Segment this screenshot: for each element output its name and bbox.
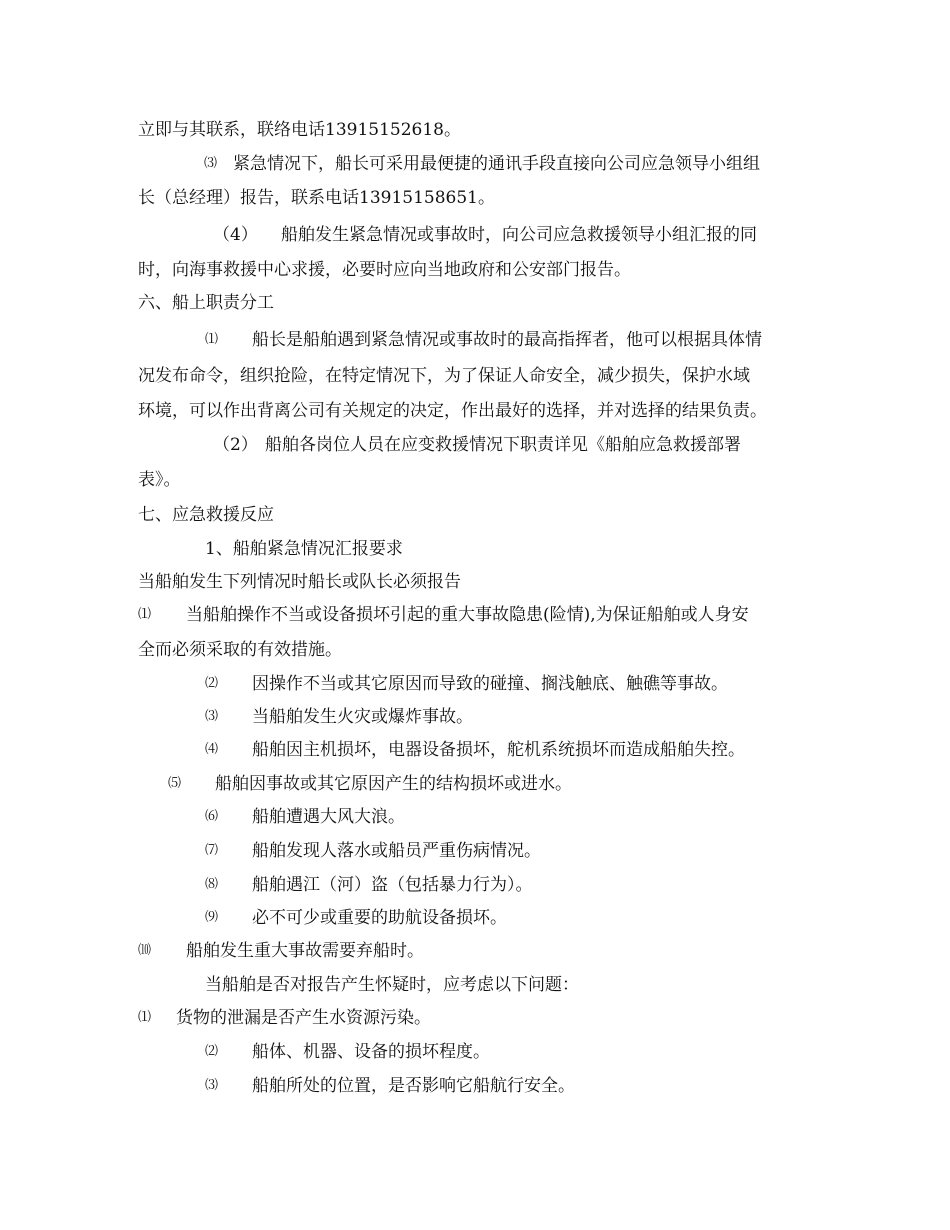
line-text: 船舶发现人落水或船员严重伤病情况。 — [252, 841, 541, 861]
line-text: 船舶各岗位人员在应变救援情况下职责详见《船舶应急救援部署 — [265, 435, 741, 455]
item-marker: ⑷ — [205, 742, 219, 757]
line-text: 当船舶发生火灾或爆炸事故。 — [252, 707, 473, 727]
line-text: 船体、机器、设备的损坏程度。 — [252, 1042, 490, 1062]
line-text: 表》。 — [138, 470, 181, 490]
line-text: 船舶因主机损坏，电器设备损坏，舵机系统损坏而造成船舶失控。 — [252, 740, 745, 760]
line-text: 货物的泄漏是否产生水资源污染。 — [176, 1008, 431, 1028]
item-marker: ⑴ — [138, 1010, 152, 1025]
line-text: 长（总经理）报告，联系电话13915158651。 — [138, 188, 495, 208]
item-marker: ⑶ — [205, 709, 219, 724]
line-text: 全而必须采取的有效措施。 — [138, 640, 342, 660]
line-text: 当船舶是否对报告产生怀疑时，应考虑以下问题： — [205, 975, 579, 995]
item-marker: （2） — [213, 435, 258, 455]
item-marker: ⑽ — [138, 943, 152, 958]
item-marker: （4） — [213, 225, 258, 245]
line-text: 七、应急救援反应 — [138, 505, 274, 525]
line-text: 六、船上职责分工 — [138, 293, 274, 313]
item-marker: ⑵ — [205, 1044, 219, 1059]
line-text: 立即与其联系，联络电话13915152618。 — [138, 120, 461, 140]
line-text: 时，向海事救援中心求援，必要时应向当地政府和公安部门报告。 — [138, 260, 631, 280]
item-marker: ⑹ — [205, 809, 219, 824]
line-text: 船舶发生重大事故需要弃船时。 — [186, 941, 424, 961]
line-text: 船舶所处的位置，是否影响它船航行安全。 — [252, 1076, 575, 1096]
line-text: 船舶遭遇大风大浪。 — [252, 807, 405, 827]
item-marker: ⑶ — [204, 156, 218, 171]
line-text: 当船舶发生下列情况时船长或队长必须报告 — [138, 572, 461, 592]
item-marker: ⑴ — [205, 332, 219, 347]
item-marker: ⑵ — [205, 676, 219, 691]
line-text: 船舶发生紧急情况或事故时，向公司应急救援领导小组汇报的同 — [281, 225, 757, 245]
item-marker: ⑻ — [205, 877, 219, 892]
item-marker: ⑼ — [205, 910, 219, 925]
item-marker: ⑺ — [205, 843, 219, 858]
line-text: 船长是船舶遇到紧急情况或事故时的最高指挥者，他可以根据具体情 — [252, 330, 762, 350]
line-text: 况发布命令，组织抢险，在特定情况下，为了保证人命安全，减少损失，保护水域 — [138, 366, 750, 386]
line-text: 必不可少或重要的助航设备损坏。 — [252, 908, 507, 928]
line-text: 因操作不当或其它原因而导致的碰撞、搁浅触底、触礁等事故。 — [252, 674, 728, 694]
line-text: 紧急情况下，船长可采用最便捷的通讯手段直接向公司应急领导小组组 — [233, 154, 760, 174]
line-text: 环境，可以作出背离公司有关规定的决定，作出最好的选择，并对选择的结果负责。 — [138, 401, 767, 421]
item-marker: ⑴ — [138, 607, 152, 622]
item-marker: ⑶ — [205, 1078, 219, 1093]
line-text: 船舶遇江（河）盗（包括暴力行为）。 — [252, 875, 533, 895]
item-marker: ⑸ — [168, 776, 182, 791]
line-text: 当船舶操作不当或设备损坏引起的重大事故隐患(险情),为保证船舶或人身安 — [186, 605, 749, 625]
line-text: 1、船舶紧急情况汇报要求 — [205, 539, 403, 559]
line-text: 船舶因事故或其它原因产生的结构损坏或进水。 — [215, 774, 572, 794]
